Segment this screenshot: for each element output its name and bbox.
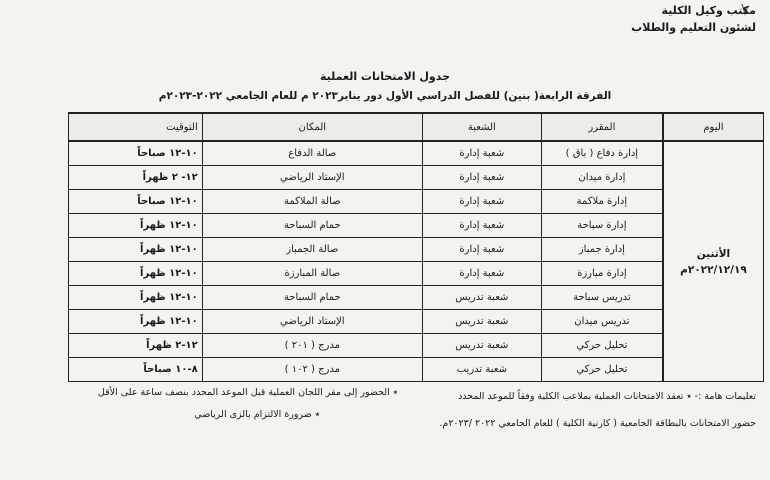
table-row [69, 334, 764, 358]
time-cell: ١٠-١٢ ظهراً [69, 286, 203, 310]
course-cell: إدارة دفاع ( باق ) [541, 141, 663, 166]
header-place: المكان [202, 113, 422, 141]
page-subtitle: الفرقة الرابعة( بنين) للفصل الدراسي الأول دور يناير٢٠٢٣ م للعام الجامعي ٢٠٢٢-٢٠٢٣م [158, 90, 612, 102]
place-cell: حمام السباحة [202, 214, 422, 238]
office-header [631, 4, 756, 35]
time-cell: ٨-١٠ صباحاً [69, 357, 203, 381]
time-cell: ١٢- ٢ ظهراً [69, 166, 203, 190]
header-day: اليوم [663, 113, 764, 141]
branch-cell: شعبة تدريس [422, 286, 541, 310]
exam-schedule-table [68, 112, 764, 382]
table-row [69, 141, 764, 166]
course-cell: تحليل حركي [541, 357, 663, 381]
branch-cell: شعبة إدارة [422, 238, 541, 262]
time-cell: ١٠-١٢ ظهراً [69, 310, 203, 334]
table-row [69, 286, 764, 310]
instruction-id-card: حضور الامتحانات بالبطاقة الجامعية ( كارنية الكلية ) للعام الجامعي ٢٠٢٢ /٢٠٢٣م. [439, 418, 756, 429]
time-cell: ١٢-٢ ظهراً [69, 334, 203, 358]
table-header-row [69, 113, 764, 141]
branch-cell: شعبة تدريس [422, 334, 541, 358]
instruction-arrive-early: ٭ الحضور إلى مقر اللجان العملية قبل الموعد المحدد بنصف ساعة على الأقل [97, 387, 398, 398]
instruction-1: ٭ تعقد الامتحانات العملية بملاعب الكلية وفقاً للموعد المحدد [458, 391, 692, 402]
branch-cell: شعبة إدارة [422, 214, 541, 238]
office-line-2: لشئون التعليم والطلاب [631, 21, 756, 34]
table-row [69, 357, 764, 381]
time-cell: ١٠-١٢ ظهراً [69, 214, 203, 238]
time-cell: ١٠-١٢ ظهراً [69, 238, 203, 262]
table-row [69, 262, 764, 286]
branch-cell: شعبة إدارة [422, 141, 541, 166]
course-cell: إدارة مبارزة [541, 262, 663, 286]
time-cell: ١٠-١٢ صباحاً [69, 141, 203, 166]
table-row [69, 166, 764, 190]
branch-cell: شعبة إدارة [422, 262, 541, 286]
place-cell: حمام السباحة [202, 286, 422, 310]
place-cell: الإستاد الرياضي [202, 310, 422, 334]
place-cell: صالة المبارزة [202, 262, 422, 286]
day-date: ٢٠٢٢/١٢/١٩م [680, 263, 747, 276]
branch-cell: شعبة تدريب [422, 357, 541, 381]
place-cell: مدرج ( ٢٠١ ) [202, 334, 422, 358]
instruction-uniform: ٭ ضرورة الالتزام بالزى الرياضي [194, 409, 320, 420]
course-cell: تدريس ميدان [541, 310, 663, 334]
day-name: الأثنين [696, 247, 731, 260]
place-cell: مدرج ( ١٠٢ ) [202, 357, 422, 381]
course-cell: إدارة ملاكمة [541, 190, 663, 214]
day-cell [663, 141, 764, 382]
course-cell: إدارة سباحة [541, 214, 663, 238]
header-course: المقرر [541, 113, 663, 141]
table-row [69, 310, 764, 334]
time-cell: ١٠-١٢ صباحاً [69, 190, 203, 214]
branch-cell: شعبة تدريس [422, 310, 541, 334]
header-branch: الشعبة [422, 113, 541, 141]
page-title: جدول الامتحانات العملية [319, 70, 451, 83]
instructions-label: تعليمات هامة :- [694, 391, 756, 402]
course-cell: إدارة ميدان [541, 166, 663, 190]
table-row [69, 190, 764, 214]
branch-cell: شعبة إدارة [422, 166, 541, 190]
header-time: التوقيت [69, 113, 203, 141]
course-cell: إدارة جمباز [541, 238, 663, 262]
place-cell: صالة الجمباز [202, 238, 422, 262]
place-cell: صالة الدفاع [202, 141, 422, 166]
course-cell: تدريس سباحة [541, 286, 663, 310]
instructions-right [376, 390, 756, 403]
branch-cell: شعبة إدارة [422, 190, 541, 214]
course-cell: تحليل حركي [541, 334, 663, 358]
office-line-1: مكتب وكيل الكلية [661, 4, 756, 17]
table-row [69, 214, 764, 238]
place-cell: الإستاد الرياضي [202, 166, 422, 190]
table-row [69, 238, 764, 262]
place-cell: صالة الملاكمة [202, 190, 422, 214]
time-cell: ١٠-١٢ ظهراً [69, 262, 203, 286]
